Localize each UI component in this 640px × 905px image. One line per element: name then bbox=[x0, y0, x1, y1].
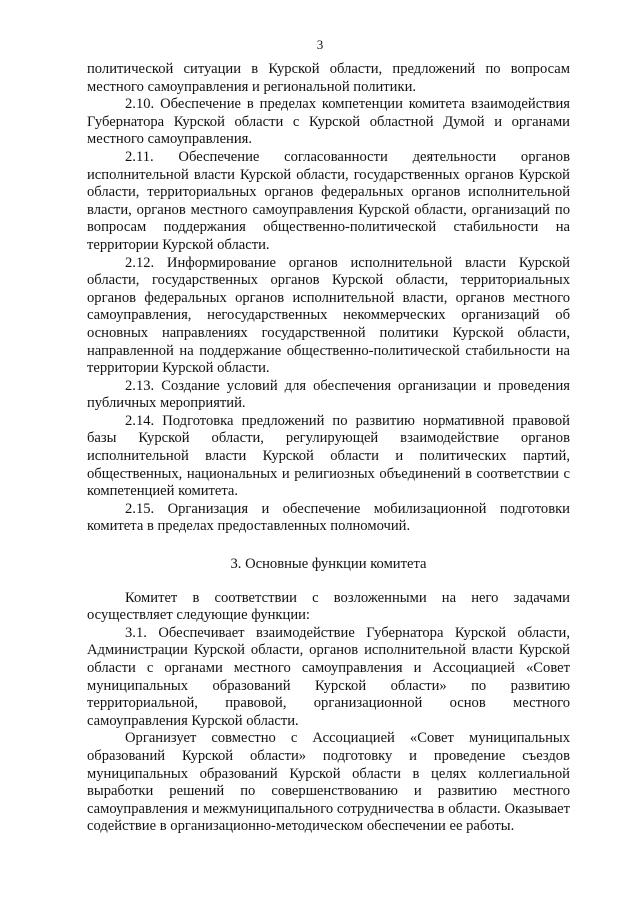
paragraph-organizes: Организует совместно с Ассоциацией «Совет муниципальных образований Курской области» подготовку и проведение съездов муниципальных образований Курской области в целях коллегиальной выработки решений по совершенствованию и развитию местного самоуправления и межмуниципального сотрудничества в области. Оказывает содействие в организационно-методическом обеспечении ее работы. bbox=[87, 730, 570, 835]
paragraph: политической ситуации в Курской области, предложений по вопросам местного самоуправления и региональной политики. bbox=[87, 61, 570, 95]
paragraph-2-14: 2.14. Подготовка предложений по развитию нормативной правовой базы Курской области, регулирующей взаимодействие органов исполнительной власти Курской области и политических партий, общественных, национальных и религиозных объединений в соответствии с компетенцией комитета. bbox=[87, 412, 570, 500]
paragraph-intro: Комитет в соответствии с возложенными на него задачами осуществляет следующие функции: bbox=[87, 589, 570, 624]
paragraph-2-11: 2.11. Обеспечение согласованности деятельности органов исполнительной власти Курской области, государственных органов Курской области, территориальных органов федеральных органов исполнительной власти, органов местного самоуправления Курской области, организаций по вопросам поддержания общественно-политической стабильности на территории Курской области. bbox=[87, 148, 570, 253]
page-number: 3 bbox=[316, 37, 324, 52]
paragraph-2-12: 2.12. Информирование органов исполнительной власти Курской области, государственных органов Курской области, территориальных органов федеральных органов исполнительной власти, органов местного самоуправления, негосударственных некоммерческих организаций об основных направлениях государственной политики Курской области, направленной на поддержание общественно-политической стабильности на территории Курской области. bbox=[87, 254, 570, 377]
paragraph-2-13: 2.13. Создание условий для обеспечения организации и проведения публичных мероприятий. bbox=[87, 377, 570, 412]
paragraph-3-1: 3.1. Обеспечивает взаимодействие Губернатора Курской области, Администрации Курской области, органов исполнительной власти Курской области с органами местного самоуправления и Ассоциацией «Совет муниципальных образований Курской области» по развитию территориальной, правовой, организационной основ местного самоуправления Курской области. bbox=[87, 624, 570, 729]
section-heading: 3. Основные функции комитета bbox=[230, 556, 427, 573]
paragraph-2-15: 2.15. Организация и обеспечение мобилизационной подготовки комитета в пределах предоставленных полномочий. bbox=[87, 500, 570, 535]
paragraph-2-10: 2.10. Обеспечение в пределах компетенции комитета взаимодействия Губернатора Курской области с Курской областной Думой и органами местного самоуправления. bbox=[87, 96, 570, 148]
document-body bbox=[87, 61, 570, 836]
